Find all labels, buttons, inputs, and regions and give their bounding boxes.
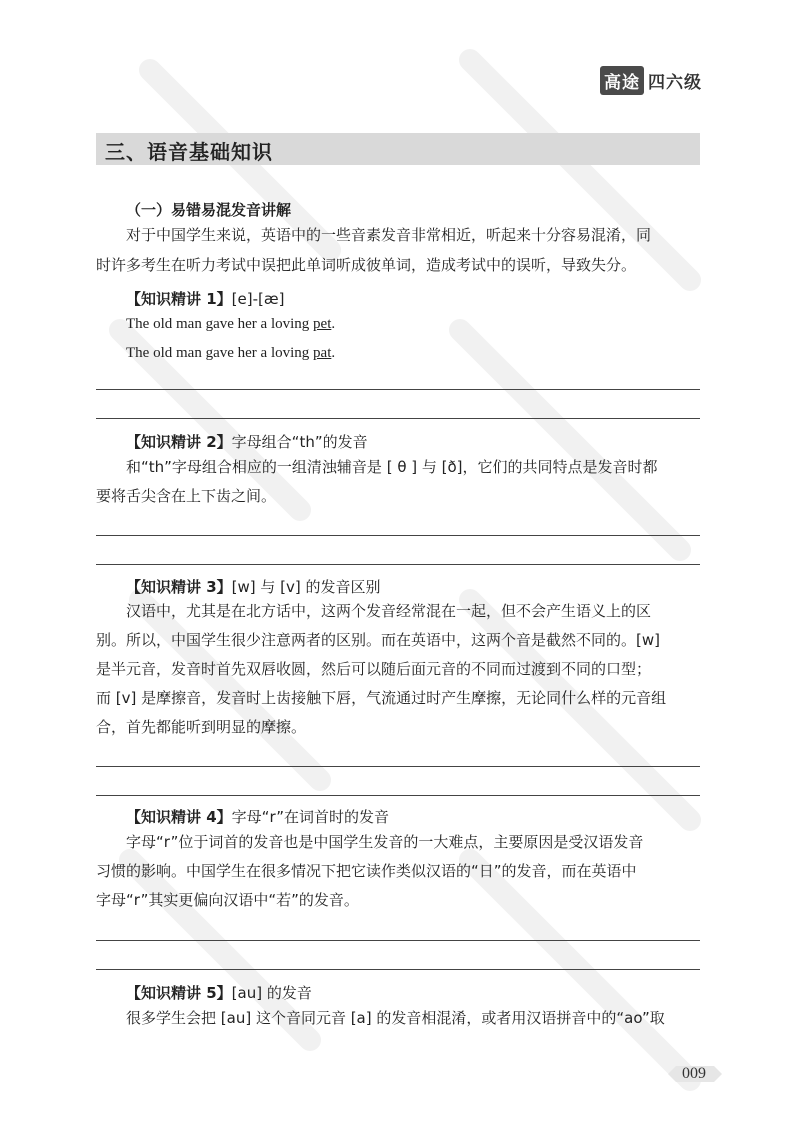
point-label: 【知识精讲 5】 (126, 984, 232, 1002)
section-title: 三、语音基础知识 (105, 140, 273, 164)
brand-logo-light: 四六级 (648, 73, 702, 93)
point-4-heading (126, 806, 389, 827)
point-label: 【知识精讲 4】 (126, 808, 232, 826)
point-topic: 字母“r”在词首时的发音 (231, 808, 390, 826)
subsection-title: （一）易错易混发音讲解 (126, 201, 292, 219)
intro-line-2: 时许多考生在听力考试中误把此单词听成彼单词，造成考试中的误听，导致失分。 (96, 256, 637, 274)
point-3-line-2: 别。所以，中国学生很少注意两者的区别。而在英语中，这两个音是截然不同的。[w] (96, 631, 660, 649)
point-topic: [e]-[æ] (231, 290, 285, 308)
page-number: 009 (682, 1065, 706, 1082)
point-5-line-1: 很多学生会把 [au] 这个音同元音 [a] 的发音相混淆，或者用汉语拼音中的“ao”取 (126, 1009, 665, 1027)
point-2-line-2: 要将舌尖含在上下齿之间。 (96, 487, 277, 505)
brand-logo (600, 66, 702, 95)
page-number-badge (668, 1062, 722, 1090)
point-4-line-2: 习惯的影响。中国学生在很多情况下把它读作类似汉语的“日”的发音，而在英语中 (96, 862, 637, 880)
note-line (96, 795, 700, 796)
point-label: 【知识精讲 1】 (126, 290, 232, 308)
point-3-heading (126, 576, 381, 597)
point-4-line-1: 字母“r”位于词首的发音也是中国学生发音的一大难点，主要原因是受汉语发音 (126, 833, 644, 851)
note-line (96, 969, 700, 970)
point-topic: [w] 与 [v] 的发音区别 (231, 578, 381, 596)
point-4-line-3: 字母“r”其实更偏向汉语中“若”的发音。 (96, 891, 359, 909)
point-topic: 字母组合“th”的发音 (231, 433, 368, 451)
example-sentence-1: The old man gave her a loving pet. (126, 316, 336, 332)
point-1-heading (126, 288, 284, 309)
point-3-line-5: 合，首先都能听到明显的摩擦。 (96, 718, 307, 736)
intro-line-1: 对于中国学生来说，英语中的一些音素发音非常相近，听起来十分容易混淆，同 (126, 226, 652, 244)
point-topic: [au] 的发音 (231, 984, 312, 1002)
note-line (96, 535, 700, 536)
point-2-heading (126, 431, 368, 452)
example-sentence-2: The old man gave her a loving pat. (126, 345, 336, 361)
point-3-line-4: 而 [v] 是摩擦音，发音时上齿接触下唇，气流通过时产生摩擦，无论同什么样的元音组 (96, 689, 667, 707)
point-2-line-1: 和“th”字母组合相应的一组清浊辅音是 [ θ ] 与 [ð]，它们的共同特点是发音时都 (126, 458, 658, 476)
note-line (96, 418, 700, 419)
note-line (96, 940, 700, 941)
point-3-line-3: 是半元音，发音时首先双唇收圆，然后可以随后面元音的不同而过渡到不同的口型； (96, 660, 652, 678)
note-line (96, 564, 700, 565)
point-label: 【知识精讲 2】 (126, 433, 232, 451)
brand-logo-dark: 高途 (600, 66, 644, 95)
underlined-word: pat (313, 345, 332, 361)
note-line (96, 766, 700, 767)
underlined-word: pet (313, 316, 332, 332)
note-line (96, 389, 700, 390)
point-5-heading (126, 982, 312, 1003)
point-label: 【知识精讲 3】 (126, 578, 232, 596)
point-3-line-1: 汉语中，尤其是在北方话中，这两个发音经常混在一起，但不会产生语义上的区 (126, 602, 652, 620)
